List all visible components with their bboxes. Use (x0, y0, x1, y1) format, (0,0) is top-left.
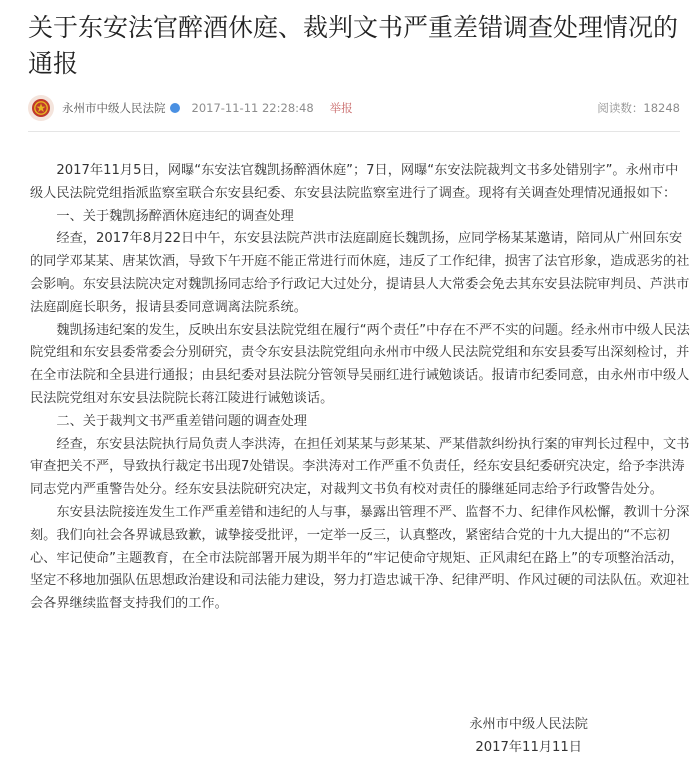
paragraph-section2-facts: 经查，东安县法院执行局负责人李洪涛，在担任刘某某与彭某某、严某借款纠纷执行案的审判长过程中，文书审查把关不严，导致执行裁定书出现7处错误。李洪涛对工作严重不负责任，经东安县纪委研究决定，给予李洪涛同志党内严重警告处分。经东安县法院研究决定，对裁判文书负有校对责任的滕继延同志给予行政警告处分。 (30, 436, 690, 498)
signature-block (469, 714, 588, 760)
article-meta (28, 93, 680, 123)
signature-org: 永州市中级人民法院 (469, 717, 588, 732)
article-body (30, 160, 690, 616)
verified-badge-icon (170, 103, 180, 113)
court-emblem-graphic (31, 98, 51, 118)
article-title: 关于东安法官醉酒休庭、裁判文书严重差错调查处理情况的通报 (28, 13, 679, 78)
report-link[interactable]: 举报 (329, 101, 353, 115)
paragraph-section1-accountability: 魏凯扬违纪案的发生，反映出东安县法院党组在履行“两个责任”中存在不严不实的问题。经永州市中级人民法院党组和东安县委常委会分别研究，责令东安县法院党组向永州市中级人民法院党组和东安县委写出深刻检讨，并在全市法院和全县进行通报；由县纪委对县法院分管领导吴丽红进行诫勉谈话。报请市纪委同意，由永州市中级人民法院党组对东安县法院院长蒋江陵进行诫勉谈话。 (30, 322, 690, 406)
paragraph-conclusion: 东安县法院接连发生工作严重差错和违纪的人与事，暴露出管理不严、监督不力、纪律作风松懈，教训十分深刻。我们向社会各界诚恳致歉，诚挚接受批评，一定举一反三，认真整改，紧密结合党的十九大提出的“不忘初心、牢记使命”主题教育，在全市法院部署开展为期半年的“牢记使命守规矩、正风肃纪在路上”的专项整治活动，坚定不移地加强队伍思想政治建设和司法能力建设，努力打造忠诚干净、纪律严明、作风过硬的司法队伍。欢迎社会各界继续监督支持我们的工作。 (30, 504, 690, 612)
signature-date: 2017年11月11日 (475, 739, 582, 755)
paragraph-intro: 2017年11月5日，网曝“东安法官魏凯扬醉酒休庭”；7日，网曝“东安法院裁判文书多处错别字”。永州市中级人民法院党组指派监察室联合东安县纪委、东安县法院监察室进行了调查。现将有关调查处理情况通报如下： (30, 163, 679, 201)
publish-time: 2017-11-11 22:28:48 (191, 101, 314, 115)
paragraph-section1-facts: 经查，2017年8月22日中午，东安县法院芦洪市法庭副庭长魏凯扬，应同学杨某某邀请，陪同从广州回东安的同学邓某某、唐某饮酒，导致下午开庭不能正常进行而休庭，违反了工作纪律，损害了法官形象，造成恶劣的社会影响。东安县法院决定对魏凯扬同志给予行政记大过处分，提请县人大常委会免去其东安县法院审判员、芦洪市法庭副庭长职务，报请县委同意调离法院系统。 (30, 231, 690, 315)
court-emblem-icon[interactable] (28, 95, 54, 121)
read-count: 阅读数：18248 (597, 101, 680, 115)
account-name[interactable]: 永州市中级人民法院 (62, 100, 180, 116)
section-heading-1: 一、关于魏凯扬醉酒休庭违纪的调查处理 (56, 208, 294, 224)
section-heading-2: 二、关于裁判文书严重差错问题的调查处理 (56, 413, 307, 429)
header-divider (28, 131, 680, 132)
